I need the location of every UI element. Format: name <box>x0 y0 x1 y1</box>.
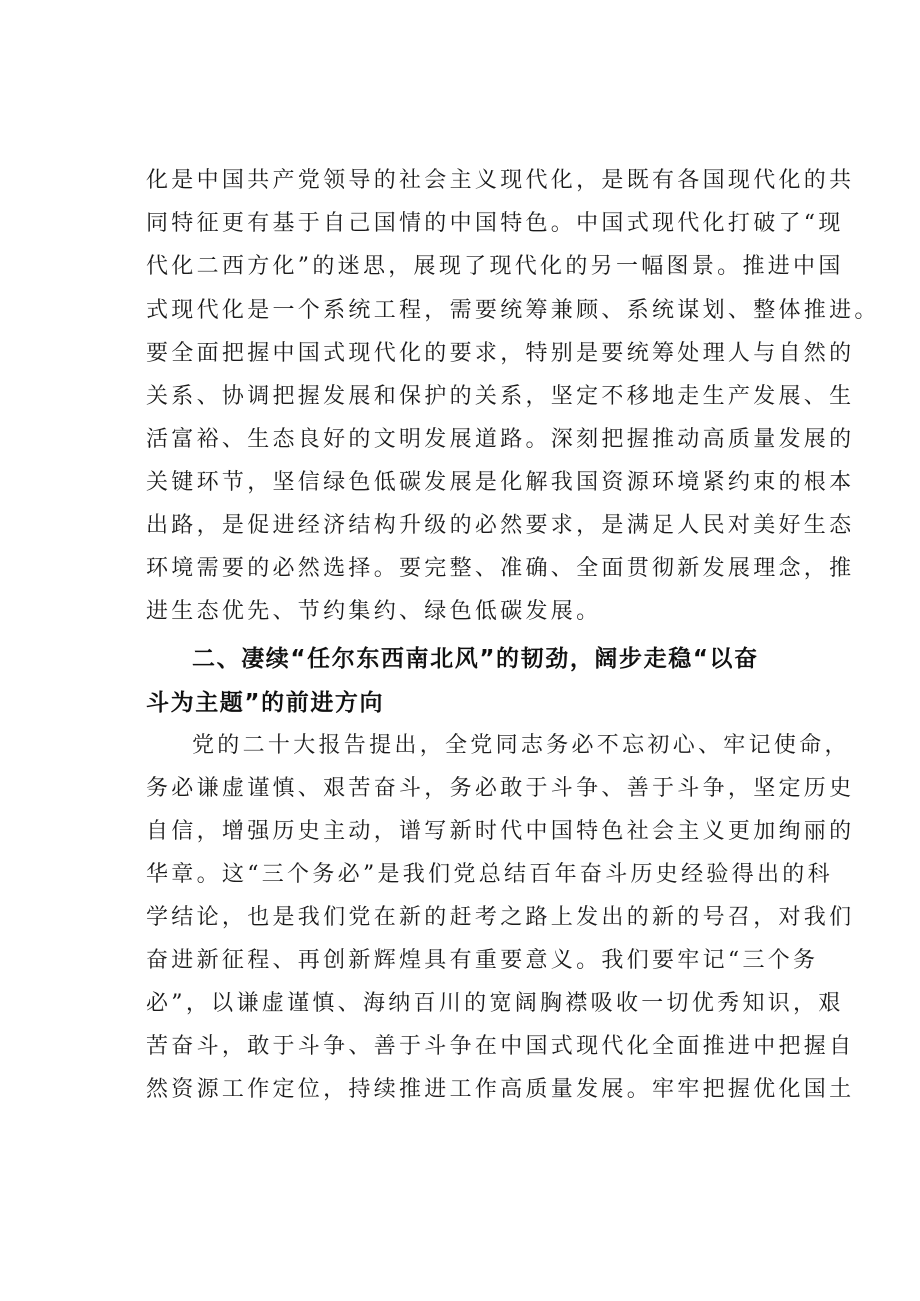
paragraph-2-line: 奋进新征程、再创新辉煌具有重要意义。我们要牢记“三个务 <box>146 948 819 973</box>
paragraph-1-line: 出路，是促进经济结构升级的必然要求，是满足人民对美好生态 <box>146 513 855 538</box>
paragraph-2-line: 华章。这“三个务必”是我们党总结百年奋斗历史经验得出的科 <box>146 862 833 887</box>
paragraph-1-line: 活富裕、生态良好的文明发展道路。深刻把握推动高质量发展的 <box>146 427 855 452</box>
paragraph-2-line: 务必谦虚谨慎、艰苦奋斗，务必敢于斗争、善于斗争，坚定历史 <box>146 776 855 801</box>
paragraph-1-line: 化是中国共产党领导的社会主义现代化，是既有各国现代化的共 <box>146 168 855 193</box>
paragraph-2-line: 学结论，也是我们党在新的赶考之路上发出的新的号召，对我们 <box>146 905 855 930</box>
paragraph-1-line: 关键环节，坚信绿色低碳发展是化解我国资源环境紧约束的根本 <box>146 470 855 495</box>
paragraph-2-line: 必”，以谦虚谨慎、海纳百川的宽阔胸襟吸收一切优秀知识，艰 <box>146 991 844 1016</box>
paragraph-1-line: 同特征更有基于自己国情的中国特色。中国式现代化打破了“现 <box>146 211 844 236</box>
paragraph-1-line: 要全面把握中国式现代化的要求，特别是要统筹处理人与自然的 <box>146 341 855 366</box>
paragraph-1-line: 关系、协调把握发展和保护的关系，坚定不移地走生产发展、生 <box>146 384 855 409</box>
section-heading: 二、凄续“任尔东西南北风”的韧劲，阔步走稳“以奋 <box>192 646 759 672</box>
paragraph-1-line: 式现代化是一个系统工程，需要统筹兼顾、系统谋划、整体推进。 <box>146 298 880 323</box>
paragraph-2-line: 党的二十大报告提出，全党同志务必不忘初心、牢记使命， <box>192 733 850 758</box>
paragraph-2-line: 然资源工作定位，持续推进工作高质量发展。牢牢把握优化国土 <box>146 1077 855 1102</box>
paragraph-2-line: 自信，增强历史主动，谱写新时代中国特色社会主义更加绚丽的 <box>146 819 855 844</box>
paragraph-1-line: 代化二西方化”的迷思，展现了现代化的另一幅图景。推进中国 <box>146 254 844 279</box>
paragraph-1-line: 进生态优先、节约集约、绿色低碳发展。 <box>146 599 602 624</box>
paragraph-2-line: 苦奋斗，敢于斗争、善于斗争在中国式现代化全面推进中把握自 <box>146 1034 855 1059</box>
paragraph-1-line: 环境需要的必然选择。要完整、准确、全面贯彻新发展理念，推 <box>146 556 855 581</box>
section-heading: 斗为主题”的前进方向 <box>146 690 385 716</box>
